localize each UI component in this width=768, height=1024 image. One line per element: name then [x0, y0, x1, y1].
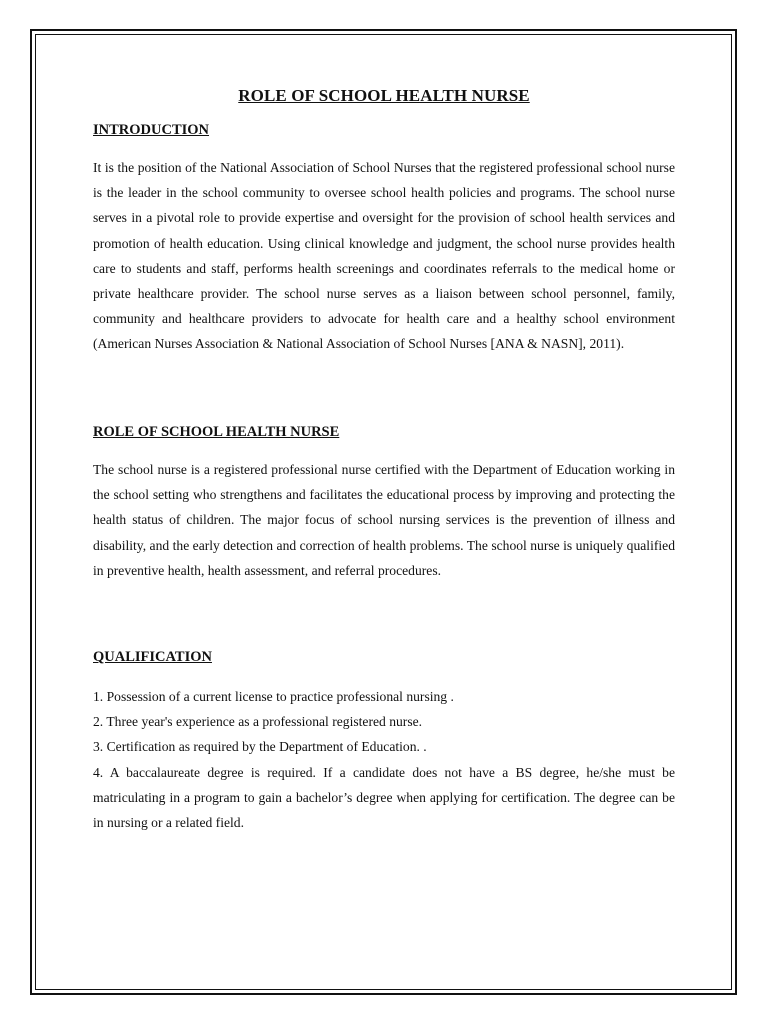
qualification-item-1: 1. Possession of a current license to practice professional nursing . — [93, 689, 454, 704]
document-title: ROLE OF SCHOOL HEALTH NURSE — [238, 86, 530, 105]
qualification-item-4: 4. A baccalaureate degree is required. If a candidate does not have a BS degree, he/she must be matriculating in a program to gain a bachelor’s degree when applying for certification. The degree can be in nursing or a related field. — [93, 764, 675, 831]
qualification-item-2: 2. Three year's experience as a professional registered nurse. — [93, 714, 423, 730]
section-heading-qualification: QUALIFICATION — [93, 649, 212, 665]
qualification-list — [93, 684, 675, 835]
section-body-introduction: It is the position of the National Association of School Nurses that the registered professional school nurse is the leader in the school community to oversee school health policies and programs. The school nurse serves in a pivotal role to provide expertise and oversight for the provision of school health services and promotion of health education. Using clinical knowledge and judgment, the school nurse provides health care to students and staff, performs health screenings and coordinates referrals to the medical home or private healthcare provider. The school nurse serves as a liaison between school personnel, family, community and healthcare providers to advocate for health care and a healthy school environment (American Nurses Association & National Association of School Nurses [ANA & NASN], 2011). — [93, 160, 675, 352]
section-heading-role: ROLE OF SCHOOL HEALTH NURSE — [93, 424, 340, 440]
section-body-role: The school nurse is a registered professional nurse certified with the Department of Education working in the school setting who strengthens and facilitates the educational process by improving and protecting the health status of children. The major focus of school nursing services is the prevention of illness and disability, and the early detection and correction of health problems. The school nurse is uniquely qualified in preventive health, health assessment, and referral procedures. — [93, 462, 675, 578]
section-heading-introduction: INTRODUCTION — [93, 122, 210, 138]
qualification-item-3: 3. Certification as required by the Department of Education. . — [93, 739, 427, 755]
